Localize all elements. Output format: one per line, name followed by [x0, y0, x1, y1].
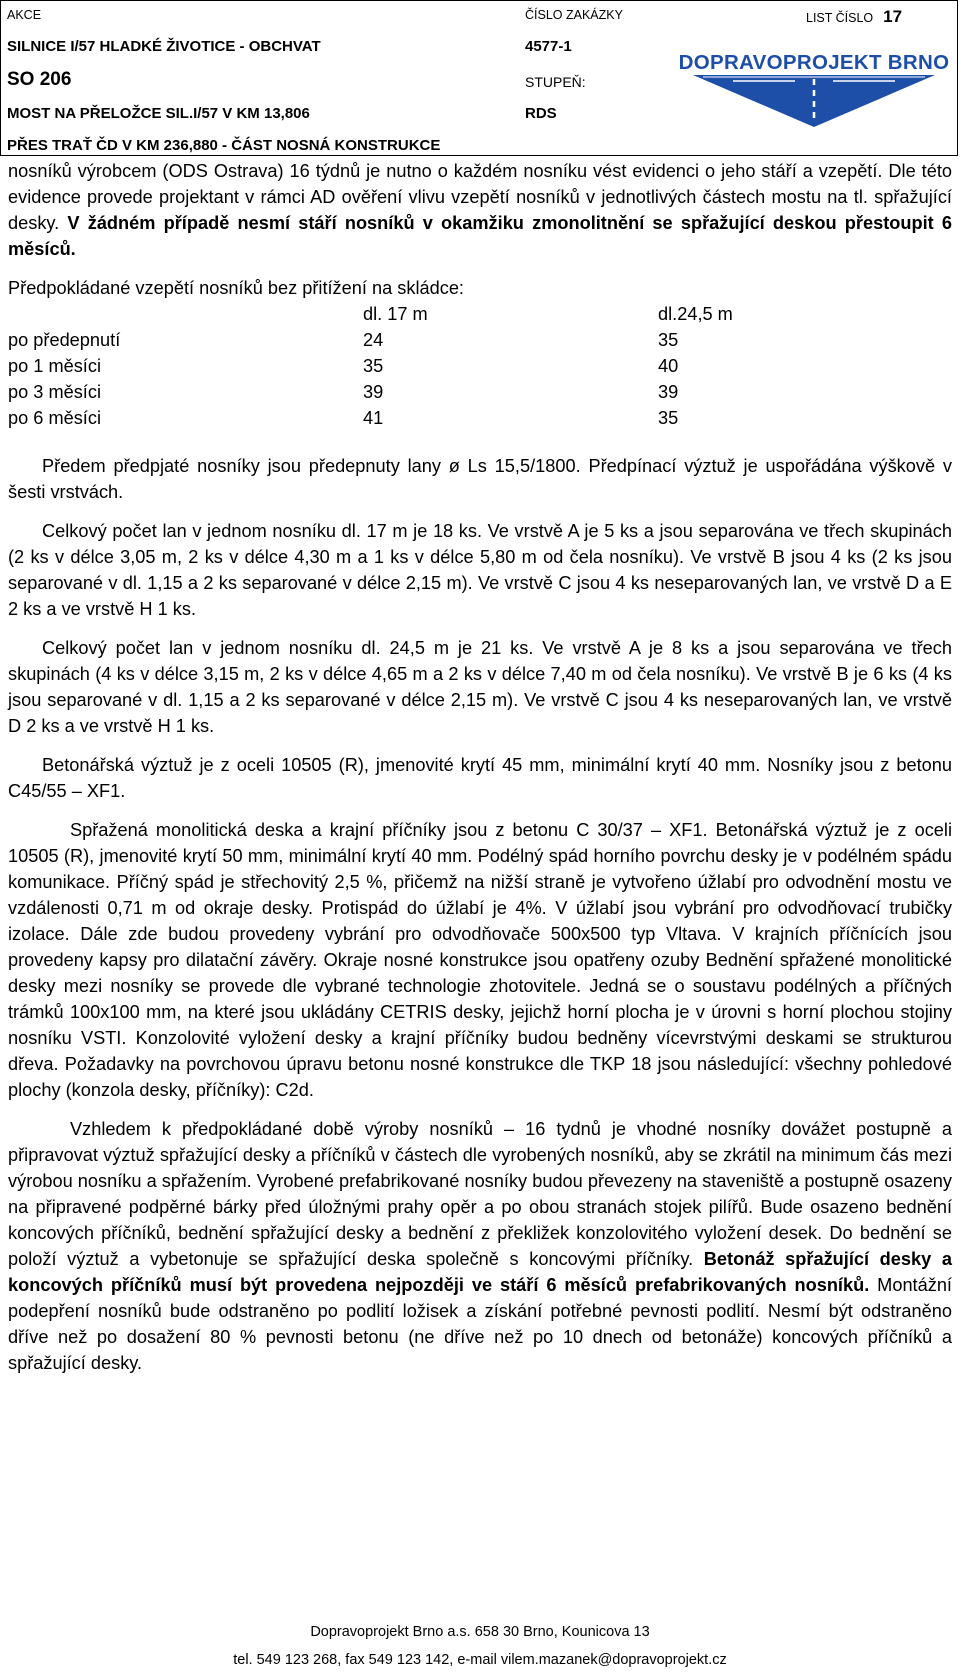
paragraph-casting-warning: Betonáž spřažující desky a koncových příčníků musí být provedena nejpozději ve stáří 6 měsíců prefabrikovaných nosníků. — [8, 1249, 952, 1295]
logo-road-icon — [673, 51, 955, 137]
paragraph-beam-age: nosníků výrobcem (ODS Ostrava) 16 týdnů je nutno o každém nosníku vést evidenci o jeho stáří a vzepětí. Dle této evidence provede projektant v rámci AD ověření vlivu vzepětí nosníků v jednotlivých částech mostu na tl. spřažující desky. V žádném případě nesmí stáří nosníků v okamžiku zmonolitnění se spřažující deskou přestoupit 6 měsíců. — [8, 161, 952, 259]
camber-title: Předpokládané vzepětí nosníků bez přitížení na skládce: — [8, 278, 464, 298]
footer-address: Dopravoprojekt Brno a.s. 658 30 Brno, Kounicova 13 — [310, 1624, 650, 1640]
table-header-cell: dl.24,5 m — [658, 304, 733, 324]
zakazka-label: ČÍSLO ZAKÁZKY — [525, 8, 623, 22]
list-value: 17 — [883, 7, 903, 26]
table-header-row — [8, 301, 952, 327]
table-row — [8, 353, 952, 379]
table-cell: po 3 měsíci — [8, 382, 101, 402]
so-number: SO 206 — [7, 69, 72, 90]
paragraph-beam-age-warning: V žádném případě nesmí stáří nosníků v okamžiku zmonolitnění se spřažující deskou přestoupit 6 měsíců. — [8, 213, 952, 259]
table-row — [8, 379, 952, 405]
table-cell: 39 — [363, 382, 384, 402]
list-number — [806, 7, 902, 27]
table-cell: 41 — [363, 408, 384, 428]
table-row — [8, 405, 952, 431]
paragraph-deck-slab: Spřažená monolitická deska a krajní příčníky jsou z betonu C 30/37 – XF1. Betonářská výztuž je z oceli 10505 (R), jmenovité krytí 50 mm, minimální krytí 40 mm. Podélný spád horního povrchu desky je v podélném spádu komunikace. Příčný spád je střechovitý 2,5 %, přičemž na nižší straně je vytvořeno úžlabí pro odvodnění mostu ve vzdálenosti 0,71 m od okraje desky. Protispád do úžlabí je 4%. V úžlabí jsou vybrání pro odvodňovací trubičky izolace. Dále zde budou provedeny vybrání pro odvodňovače 500x500 typ Vltava. V krajních příčnících jsou provedeny kapsy pro dilatační závěry. Okraje nosné konstrukce jsou opatřeny ozuby Bednění spřažené monolitické desky mezi nosníky se provede dle vybrané technologie zhotovitele. Jedná se o soustavu podélných a příčných trámků 100x100 mm, na které jsou ukládány CETRIS desky, jejichž horní plocha je v úrovni s horní plochou stojiny nosníku VSTI. Konzolovité vyložení desky a krajní příčníky budou bedněny vícevrstvými deskami se strukturou dřeva. Požadavky na povrchovou úpravu betonu nosné konstrukce dle TKP 18 jsou následující: všechny pohledové plochy (konzola desky, příčníky): C2d. — [8, 820, 952, 1100]
company-logo — [673, 51, 955, 137]
table-header-cell: dl. 17 m — [363, 304, 428, 324]
paragraph-reinforcement: Betonářská výztuž je z oceli 10505 (R), jmenovité krytí 45 mm, minimální krytí 40 mm. Nosníky jsou z betonu C45/55 – XF1. — [8, 755, 952, 801]
footer-contact: tel. 549 123 268, fax 549 123 142, e-mail vilem.mazanek@dopravoprojekt.cz — [233, 1652, 727, 1668]
title-block — [0, 0, 958, 156]
list-label: LIST ČÍSLO — [806, 11, 874, 25]
table-cell: 35 — [658, 408, 679, 428]
paragraph-strands-17m: Celkový počet lan v jednom nosníku dl. 17 m je 18 ks. Ve vrstvě A je 5 ks a jsou separována ve třech skupinách (2 ks v délce 3,05 m, 2 ks v délce 4,30 m a 1 ks v délce 5,80 m od čela nosníku). Ve vrstvě B jsou 4 ks (2 ks jsou separované v dl. 1,15 a 2 ks separované v délce 2,15 m). Ve vrstvě C jsou 4 ks neseparovaných lan, ve vrstvě D a E 2 ks a ve vrstvě H 1 ks. — [8, 521, 952, 619]
bridge-line: MOST NA PŘELOŽCE SIL.I/57 V KM 13,806 — [7, 105, 310, 122]
camber-table — [8, 301, 952, 431]
table-cell: 24 — [363, 330, 384, 350]
table-cell: 35 — [363, 356, 384, 376]
project-name: SILNICE I/57 HLADKÉ ŽIVOTICE - OBCHVAT — [7, 38, 321, 55]
stupen-label: STUPEŇ: — [525, 74, 586, 90]
table-cell: po 6 měsíci — [8, 408, 101, 428]
logo-text: DOPRAVOPROJEKT BRNO — [678, 51, 950, 74]
paragraph-construction-sequence: Vzhledem k předpokládané době výroby nosníků – 16 tydnů je vhodné nosníky dovážet postupně a připravovat výztuž spřažující desky a příčníků v částech dle vyrobených nosníků, aby se zkrátil na minimum čás mezi výrobou nosníku a spřažením. Vyrobené prefabrikované nosníky budou převezeny na staveniště a postupně osazeny na připravené podpěrné bárky před úložnými prahy opěr a po obou stranách stojek pilířů. Bude osazeno bednění koncových příčníků, bednění spřažující desky a bednění z překližek konzolovitého vyložení desek. Do bednění se položí výztuž a vybetonuje se spřažující deska společně s koncovými příčníky. Betonáž spřažující desky a koncových příčníků musí být provedena nejpozději ve stáří 6 měsíců prefabrikovaných nosníků. Montážní podepření nosníků bude odstraněno po podlití ložisek a získání potřebné pevnosti podlití. Nesmí být odstraněno dříve než po dosažení 80 % pevnosti betonu (ne dříve než po 10 dnech od betonáže) koncových příčníků a spřažující desky. — [8, 1119, 952, 1373]
akce-label: AKCE — [7, 8, 42, 22]
table-cell: 39 — [658, 382, 679, 402]
zakazka-number: 4577-1 — [525, 38, 572, 55]
part-line: PŘES TRAŤ ČD V KM 236,880 - ČÁST NOSNÁ KONSTRUKCE — [7, 137, 441, 154]
table-cell: po předepnutí — [8, 330, 121, 350]
table-cell: 35 — [658, 330, 679, 350]
paragraph-strands-24m: Celkový počet lan v jednom nosníku dl. 24,5 m je 21 ks. Ve vrstvě A je 8 ks a jsou separována ve třech skupinách (4 ks v délce 3,15 m, 2 ks v délce 4,65 m a 2 ks v délce 7,40 m od čela nosníku). Ve vrstvě B je 6 ks (4 ks jsou separované v dl. 1,15 a 2 ks separované v délce 2,15 m). Ve vrstvě C jsou 4 ks neseparovaných lan, ve vrstvě D 2 ks a ve vrstvě H 1 ks. — [8, 638, 952, 736]
document-body — [8, 158, 952, 1376]
table-row — [8, 327, 952, 353]
table-cell: 40 — [658, 356, 679, 376]
paragraph-strands: Předem předpjaté nosníky jsou předepnuty lany ø Ls 15,5/1800. Předpínací výztuž je uspořádána výškově v šesti vrstvách. — [8, 456, 952, 502]
stupen-value: RDS — [525, 105, 557, 122]
table-cell: po 1 měsíci — [8, 356, 101, 376]
